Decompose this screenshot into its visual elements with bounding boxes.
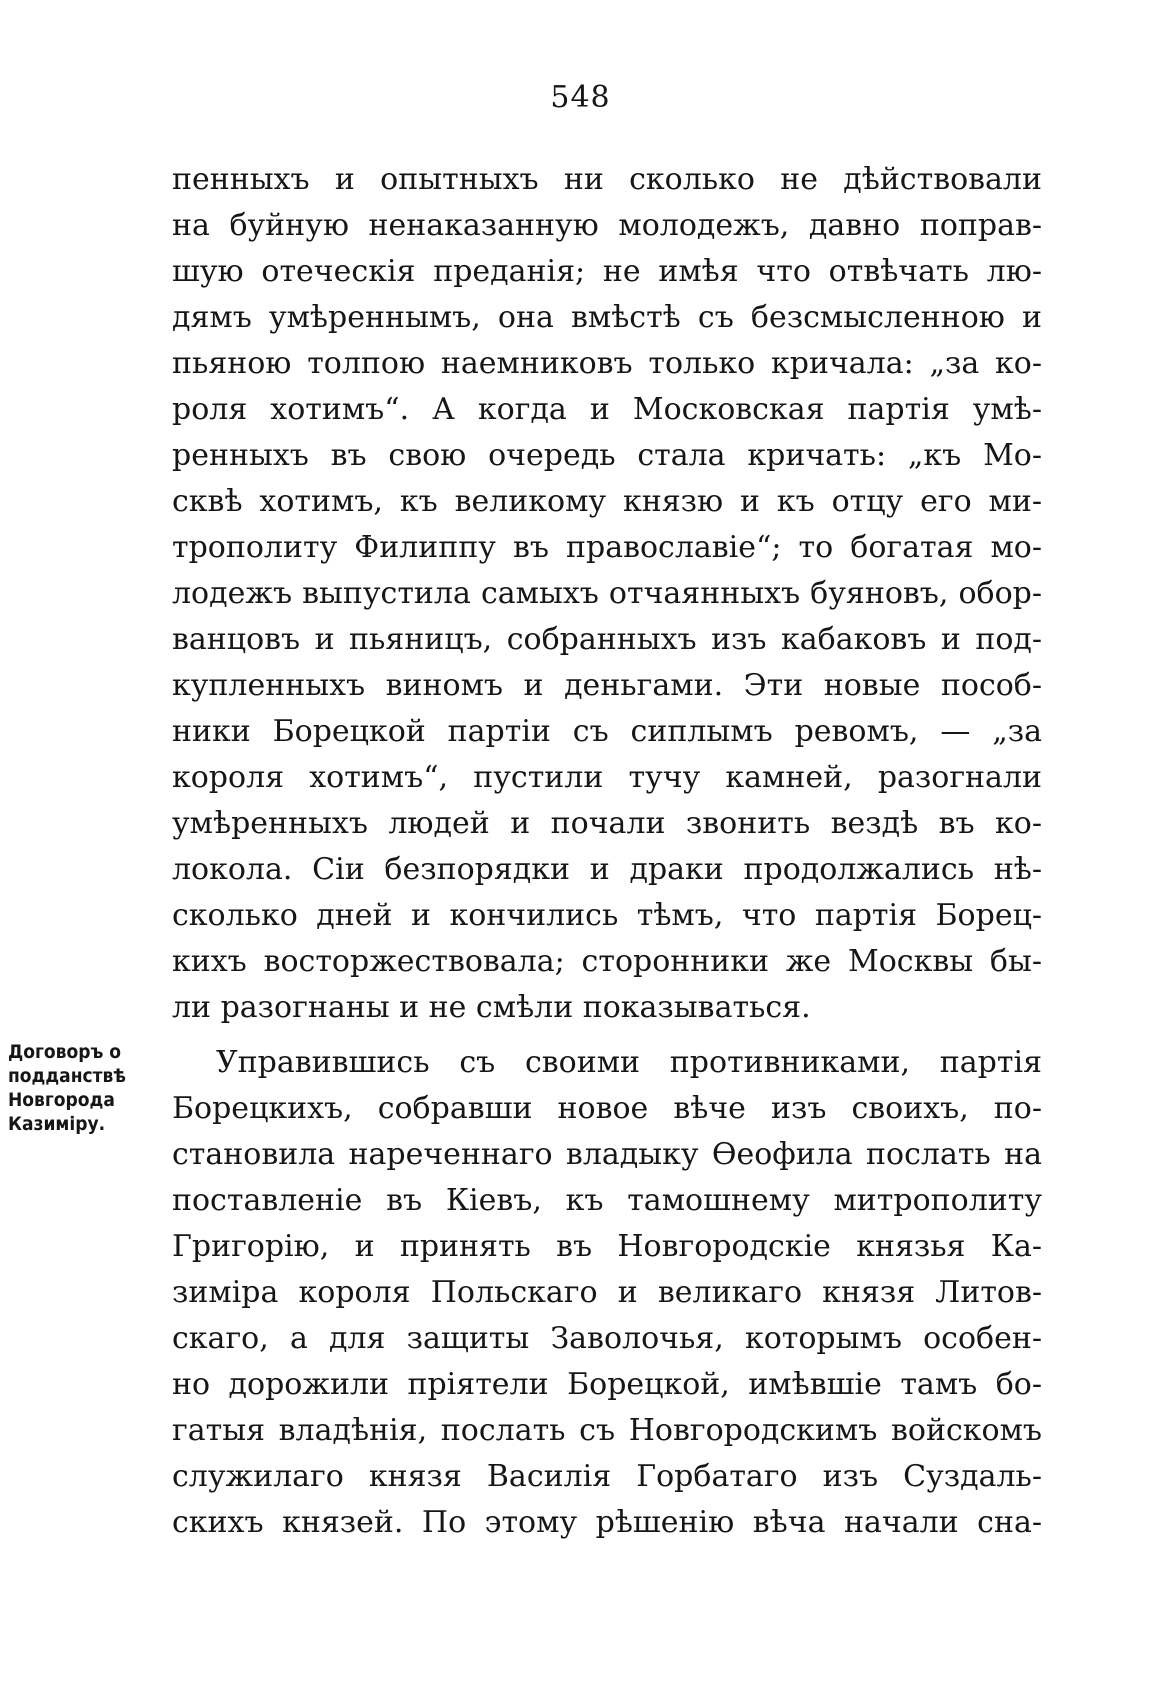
margin-note-line: Новгорода xyxy=(8,1089,115,1111)
text-line: служилаго князя Василія Горбатаго изъ Суздаль- xyxy=(172,1459,1042,1494)
margin-note xyxy=(8,1040,158,1136)
text-line: пьяною толпою наемниковъ только кричала: „за ко- xyxy=(172,346,1042,381)
paragraph-continued xyxy=(172,157,1042,1031)
text-line: роля хотимъ“. А когда и Московская партія умѣ- xyxy=(172,392,1042,427)
text-line: скаго, а для защиты Заволочья, которымъ особен- xyxy=(172,1321,1042,1356)
text-line: короля хотимъ“, пустили тучу камней, разогнали xyxy=(172,760,1042,795)
text-line: скихъ князей. По этому рѣшенію вѣча начали сна- xyxy=(172,1505,1042,1540)
page-number: 548 xyxy=(550,80,611,115)
text-line: сколько дней и кончились тѣмъ, что партія Борец- xyxy=(172,898,1042,933)
text-line: зиміра короля Польскаго и великаго князя Литов- xyxy=(172,1275,1042,1310)
margin-note-line: Казиміру. xyxy=(8,1113,106,1135)
text-line: трополиту Филиппу въ православіе“; то богатая мо- xyxy=(172,530,1042,565)
text-line: ники Борецкой партіи съ сиплымъ ревомъ, — „за xyxy=(172,714,1042,749)
paragraph-new xyxy=(172,1040,1042,1546)
text-line: ванцовъ и пьяницъ, собранныхъ изъ кабаковъ и под- xyxy=(172,622,1042,657)
text-line: но дорожили пріятели Борецкой, имѣвшіе тамъ бо- xyxy=(172,1367,1042,1402)
text-line: локола. Сіи безпорядки и драки продолжались нѣ- xyxy=(172,852,1042,887)
margin-note-line: Договоръ о xyxy=(8,1041,121,1063)
text-line: купленныхъ виномъ и деньгами. Эти новые пособ- xyxy=(172,668,1042,703)
text-line: гатыя владѣнія, послать съ Новгородскимъ войскомъ xyxy=(172,1413,1042,1448)
text-line: Григорію, и принять въ Новгородскіе князья Ка- xyxy=(172,1229,1042,1264)
text-line: шую отеческія преданія; не имѣя что отвѣчать лю- xyxy=(172,254,1042,289)
text-line: поставленіе въ Кіевъ, къ тамошнему митрополиту xyxy=(172,1183,1042,1218)
text-line: пенныхъ и опытныхъ ни сколько не дѣйствовали xyxy=(172,162,1042,197)
text-line: становила нареченнаго владыку Ѳеофила послать на xyxy=(172,1137,1042,1172)
text-line: на буйную ненаказанную молодежъ, давно поправ- xyxy=(172,208,1042,243)
text-line: Борецкихъ, собравши новое вѣче изъ своихъ, по- xyxy=(172,1091,1042,1126)
body-text xyxy=(172,157,1042,1546)
text-line: умѣренныхъ людей и почали звонить вездѣ въ ко- xyxy=(172,806,1042,841)
text-line: кихъ восторжествовала; сторонники же Москвы бы- xyxy=(172,944,1042,979)
text-line: лодежъ выпустила самыхъ отчаянныхъ буяновъ, обор- xyxy=(172,576,1042,611)
text-line: ренныхъ въ свою очередь стала кричать: „къ Мо- xyxy=(172,438,1042,473)
text-line: Управившись съ своими противниками, партія xyxy=(216,1045,1042,1080)
text-line: ли разогнаны и не смѣли показываться. xyxy=(172,990,811,1025)
text-line: дямъ умѣреннымъ, она вмѣстѣ съ безсмысленною и xyxy=(172,300,1042,335)
margin-note-line: подданствѣ xyxy=(8,1065,126,1087)
text-line: сквѣ хотимъ, къ великому князю и къ отцу его ми- xyxy=(172,484,1042,519)
